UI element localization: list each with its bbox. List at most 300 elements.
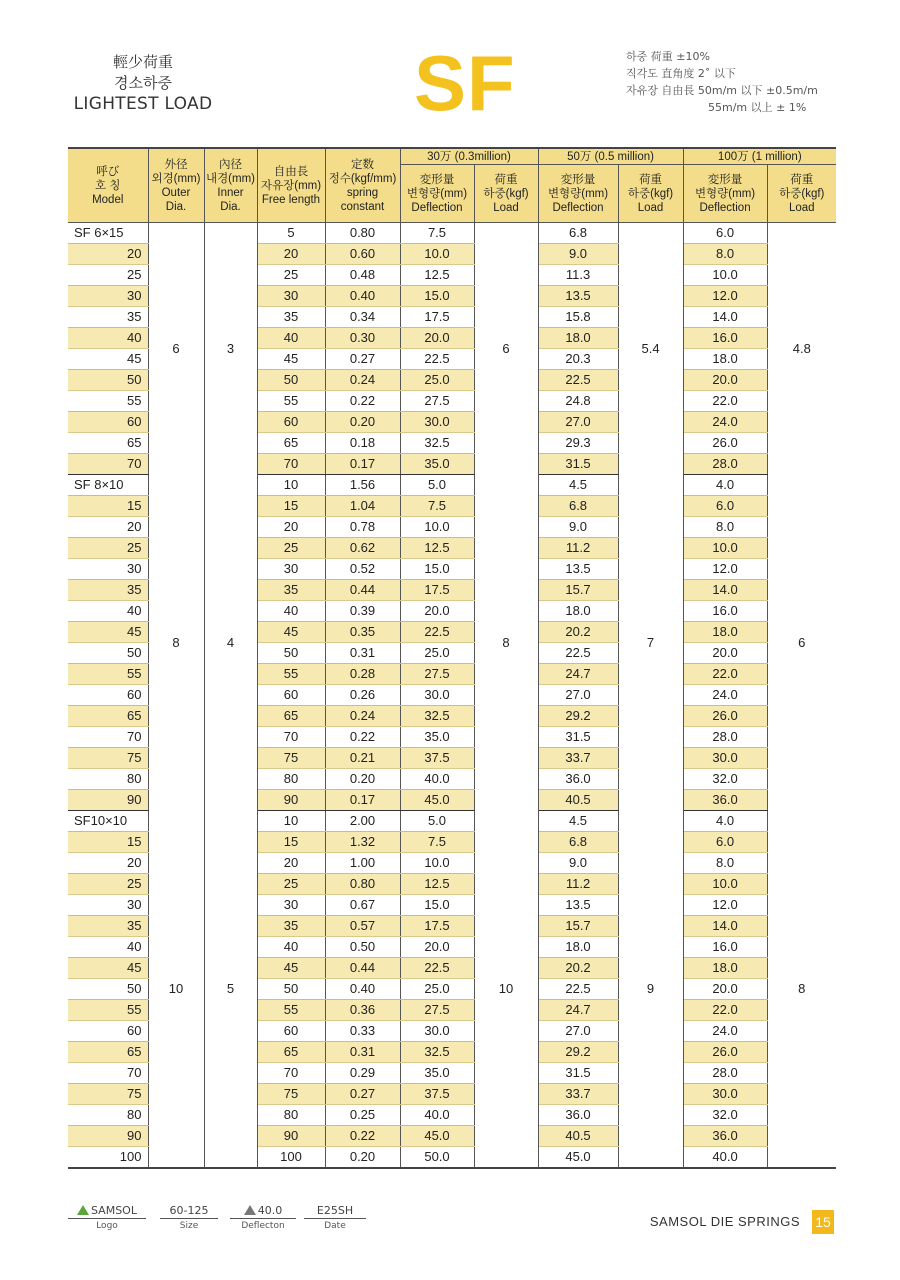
deflection-0-3m-cell: 17.5 (400, 916, 474, 937)
free-length-cell: 30 (257, 895, 325, 916)
deflection-0-5m-cell: 27.0 (538, 685, 618, 706)
inner-dia-cell: 5 (204, 811, 257, 1169)
spring-constant-cell: 2.00 (325, 811, 400, 832)
deflection-1m-cell: 10.0 (683, 265, 767, 286)
free-length-cell: 40 (257, 937, 325, 958)
footer-size-value: 60-125 (160, 1203, 218, 1219)
deflection-1m-cell: 32.0 (683, 1105, 767, 1126)
free-length-cell: 50 (257, 643, 325, 664)
free-length-cell: 70 (257, 454, 325, 475)
header-outer-dia: 外径 외경(mm) Outer Dia. (148, 148, 204, 223)
tolerance-load: 하중 荷重 ±10% (626, 50, 710, 63)
spec-table-body (68, 223, 836, 1169)
footer-logo-box (68, 1203, 146, 1233)
model-cell: 15 (68, 832, 148, 853)
free-length-cell: 65 (257, 433, 325, 454)
free-length-cell: 20 (257, 517, 325, 538)
spring-constant-cell: 0.40 (325, 979, 400, 1000)
deflection-0-3m-cell: 30.0 (400, 412, 474, 433)
model-cell: 45 (68, 622, 148, 643)
deflection-0-5m-cell: 6.8 (538, 496, 618, 517)
deflection-0-5m-cell: 29.2 (538, 706, 618, 727)
deflection-0-3m-cell: 40.0 (400, 1105, 474, 1126)
spring-constant-cell: 0.40 (325, 286, 400, 307)
deflection-0-5m-cell: 45.0 (538, 1147, 618, 1169)
deflection-0-5m-cell: 13.5 (538, 559, 618, 580)
deflection-0-5m-cell: 40.5 (538, 1126, 618, 1147)
deflection-0-3m-cell: 22.5 (400, 958, 474, 979)
free-length-cell: 10 (257, 475, 325, 496)
free-length-cell: 25 (257, 538, 325, 559)
model-cell: 50 (68, 370, 148, 391)
deflection-1m-cell: 28.0 (683, 727, 767, 748)
free-length-cell: 70 (257, 727, 325, 748)
deflection-1m-cell: 22.0 (683, 1000, 767, 1021)
spring-constant-cell: 0.22 (325, 391, 400, 412)
free-length-cell: 10 (257, 811, 325, 832)
deflection-0-3m-cell: 7.5 (400, 223, 474, 244)
deflection-0-3m-cell: 25.0 (400, 979, 474, 1000)
deflection-1m-cell: 32.0 (683, 769, 767, 790)
deflection-0-5m-cell: 15.8 (538, 307, 618, 328)
deflection-0-5m-cell: 31.5 (538, 727, 618, 748)
spring-spec-table (68, 147, 836, 1169)
deflection-1m-cell: 16.0 (683, 328, 767, 349)
footer-deflection-caption: Deflecton (241, 1221, 285, 1231)
deflection-0-3m-cell: 5.0 (400, 475, 474, 496)
deflection-1m-cell: 12.0 (683, 286, 767, 307)
deflection-0-3m-cell: 32.5 (400, 706, 474, 727)
footer-deflection-value: 40.0 (257, 1204, 283, 1217)
model-cell: 55 (68, 1000, 148, 1021)
deflection-0-5m-cell: 24.7 (538, 664, 618, 685)
model-cell: 15 (68, 496, 148, 517)
deflection-1m-cell: 6.0 (683, 223, 767, 244)
load-0-3m-cell: 6 (474, 223, 538, 475)
deflection-1m-cell: 6.0 (683, 496, 767, 517)
model-cell: 25 (68, 874, 148, 895)
deflection-0-5m-cell: 36.0 (538, 769, 618, 790)
deflection-0-3m-cell: 37.5 (400, 1084, 474, 1105)
spring-constant-cell: 0.35 (325, 622, 400, 643)
deflection-1m-cell: 26.0 (683, 706, 767, 727)
deflection-0-5m-cell: 15.7 (538, 916, 618, 937)
free-length-cell: 20 (257, 853, 325, 874)
spring-constant-cell: 0.20 (325, 412, 400, 433)
spring-constant-cell: 0.60 (325, 244, 400, 265)
deflection-0-3m-cell: 32.5 (400, 1042, 474, 1063)
deflection-1m-cell: 28.0 (683, 454, 767, 475)
free-length-cell: 55 (257, 1000, 325, 1021)
spring-constant-cell: 0.17 (325, 790, 400, 811)
header-deflection: 変形量 변형량(mm) Deflection (400, 165, 474, 223)
deflection-0-5m-cell: 4.5 (538, 811, 618, 832)
warning-triangle-icon (244, 1205, 256, 1215)
spring-constant-cell: 0.24 (325, 370, 400, 391)
deflection-1m-cell: 6.0 (683, 832, 767, 853)
deflection-0-5m-cell: 29.3 (538, 433, 618, 454)
deflection-0-3m-cell: 20.0 (400, 328, 474, 349)
deflection-0-5m-cell: 13.5 (538, 895, 618, 916)
free-length-cell: 20 (257, 244, 325, 265)
deflection-1m-cell: 24.0 (683, 412, 767, 433)
spring-constant-cell: 0.57 (325, 916, 400, 937)
free-length-cell: 45 (257, 958, 325, 979)
footer-date-caption: Date (324, 1221, 346, 1231)
model-cell: 65 (68, 706, 148, 727)
spring-constant-cell: 0.34 (325, 307, 400, 328)
inner-dia-cell: 3 (204, 223, 257, 475)
deflection-0-5m-cell: 20.3 (538, 349, 618, 370)
deflection-0-3m-cell: 15.0 (400, 286, 474, 307)
free-length-cell: 60 (257, 1021, 325, 1042)
deflection-0-3m-cell: 50.0 (400, 1147, 474, 1169)
load-0-5m-cell: 9 (618, 811, 683, 1169)
deflection-0-3m-cell: 12.5 (400, 874, 474, 895)
spring-constant-cell: 1.32 (325, 832, 400, 853)
deflection-0-3m-cell: 45.0 (400, 1126, 474, 1147)
free-length-cell: 50 (257, 979, 325, 1000)
deflection-0-3m-cell: 17.5 (400, 307, 474, 328)
deflection-0-3m-cell: 35.0 (400, 727, 474, 748)
header-deflection: 変形量 변형량(mm) Deflection (683, 165, 767, 223)
header-spring-constant: 定数 정수(kgf/mm) spring constant (325, 148, 400, 223)
free-length-cell: 55 (257, 391, 325, 412)
model-cell: 20 (68, 244, 148, 265)
spring-constant-cell: 1.04 (325, 496, 400, 517)
free-length-cell: 60 (257, 412, 325, 433)
spring-constant-cell: 0.27 (325, 1084, 400, 1105)
model-cell: 50 (68, 979, 148, 1000)
load-0-3m-cell: 8 (474, 475, 538, 811)
spring-constant-cell: 1.56 (325, 475, 400, 496)
model-cell: 90 (68, 1126, 148, 1147)
spring-constant-cell: 0.50 (325, 937, 400, 958)
free-length-cell: 30 (257, 559, 325, 580)
deflection-0-5m-cell: 22.5 (538, 370, 618, 391)
footer-size-box (160, 1203, 218, 1233)
deflection-1m-cell: 30.0 (683, 748, 767, 769)
deflection-0-5m-cell: 22.5 (538, 979, 618, 1000)
free-length-cell: 35 (257, 307, 325, 328)
deflection-0-5m-cell: 6.8 (538, 832, 618, 853)
deflection-0-3m-cell: 40.0 (400, 769, 474, 790)
deflection-0-3m-cell: 30.0 (400, 685, 474, 706)
deflection-0-3m-cell: 27.5 (400, 1000, 474, 1021)
deflection-0-3m-cell: 30.0 (400, 1021, 474, 1042)
model-cell: 30 (68, 286, 148, 307)
deflection-1m-cell: 8.0 (683, 853, 767, 874)
free-length-cell: 75 (257, 748, 325, 769)
model-cell: 30 (68, 559, 148, 580)
deflection-1m-cell: 18.0 (683, 622, 767, 643)
free-length-cell: 40 (257, 601, 325, 622)
free-length-cell: 60 (257, 685, 325, 706)
deflection-1m-cell: 40.0 (683, 1147, 767, 1169)
free-length-cell: 75 (257, 1084, 325, 1105)
deflection-0-3m-cell: 25.0 (400, 643, 474, 664)
model-cell: 55 (68, 391, 148, 412)
load-1m-cell: 8 (767, 811, 836, 1169)
spring-constant-cell: 0.44 (325, 958, 400, 979)
free-length-cell: 35 (257, 916, 325, 937)
deflection-0-5m-cell: 22.5 (538, 643, 618, 664)
tolerance-squareness: 직각도 直角度 2˚ 以下 (626, 67, 736, 80)
deflection-0-5m-cell: 18.0 (538, 601, 618, 622)
title-kr: 경소하중 (114, 74, 172, 92)
model-cell: SF 8×10 (68, 475, 148, 496)
spring-constant-cell: 0.52 (325, 559, 400, 580)
model-cell: 50 (68, 643, 148, 664)
deflection-0-3m-cell: 5.0 (400, 811, 474, 832)
deflection-1m-cell: 12.0 (683, 895, 767, 916)
footer-date-box (304, 1203, 366, 1233)
model-cell: 25 (68, 265, 148, 286)
spring-constant-cell: 0.36 (325, 1000, 400, 1021)
model-cell: 70 (68, 454, 148, 475)
deflection-0-3m-cell: 7.5 (400, 496, 474, 517)
deflection-1m-cell: 10.0 (683, 538, 767, 559)
deflection-0-5m-cell: 4.5 (538, 475, 618, 496)
spring-constant-cell: 0.67 (325, 895, 400, 916)
free-length-cell: 50 (257, 370, 325, 391)
deflection-1m-cell: 8.0 (683, 517, 767, 538)
model-cell: SF10×10 (68, 811, 148, 832)
deflection-0-3m-cell: 45.0 (400, 790, 474, 811)
deflection-0-3m-cell: 35.0 (400, 1063, 474, 1084)
deflection-0-3m-cell: 20.0 (400, 601, 474, 622)
free-length-cell: 70 (257, 1063, 325, 1084)
free-length-cell: 80 (257, 1105, 325, 1126)
deflection-0-5m-cell: 18.0 (538, 937, 618, 958)
deflection-1m-cell: 10.0 (683, 874, 767, 895)
model-cell: 35 (68, 307, 148, 328)
free-length-cell: 5 (257, 223, 325, 244)
model-cell: 65 (68, 1042, 148, 1063)
spring-constant-cell: 0.39 (325, 601, 400, 622)
deflection-0-5m-cell: 9.0 (538, 853, 618, 874)
load-1m-cell: 6 (767, 475, 836, 811)
deflection-0-5m-cell: 11.2 (538, 538, 618, 559)
deflection-1m-cell: 36.0 (683, 790, 767, 811)
tolerance-free-length-long: 55m/m 以上 ± 1% (708, 101, 807, 114)
deflection-0-5m-cell: 33.7 (538, 1084, 618, 1105)
free-length-cell: 25 (257, 874, 325, 895)
deflection-0-3m-cell: 35.0 (400, 454, 474, 475)
model-cell: 80 (68, 769, 148, 790)
deflection-0-3m-cell: 25.0 (400, 370, 474, 391)
model-cell: 25 (68, 538, 148, 559)
free-length-cell: 40 (257, 328, 325, 349)
spring-constant-cell: 0.25 (325, 1105, 400, 1126)
model-cell: 60 (68, 1021, 148, 1042)
deflection-0-3m-cell: 32.5 (400, 433, 474, 454)
deflection-0-3m-cell: 10.0 (400, 853, 474, 874)
deflection-0-3m-cell: 22.5 (400, 622, 474, 643)
deflection-0-5m-cell: 24.7 (538, 1000, 618, 1021)
header-free-length: 自由長 자유장(mm) Free length (257, 148, 325, 223)
spring-constant-cell: 0.17 (325, 454, 400, 475)
deflection-0-3m-cell: 20.0 (400, 937, 474, 958)
load-0-3m-cell: 10 (474, 811, 538, 1169)
spring-constant-cell: 1.00 (325, 853, 400, 874)
footer-size-caption: Size (179, 1221, 199, 1231)
deflection-0-3m-cell: 12.5 (400, 538, 474, 559)
model-cell: 40 (68, 937, 148, 958)
deflection-0-5m-cell: 33.7 (538, 748, 618, 769)
deflection-0-5m-cell: 9.0 (538, 244, 618, 265)
deflection-1m-cell: 24.0 (683, 1021, 767, 1042)
model-cell: 40 (68, 601, 148, 622)
free-length-cell: 65 (257, 706, 325, 727)
free-length-cell: 55 (257, 664, 325, 685)
deflection-1m-cell: 14.0 (683, 580, 767, 601)
outer-dia-cell: 10 (148, 811, 204, 1169)
table-row (68, 223, 836, 244)
table-row (68, 475, 836, 496)
brand-name: SAMSOL DIE SPRINGS (649, 1214, 800, 1229)
free-length-cell: 90 (257, 1126, 325, 1147)
deflection-0-5m-cell: 31.5 (538, 1063, 618, 1084)
deflection-0-5m-cell: 9.0 (538, 517, 618, 538)
tolerance-free-length-short: 자유장 自由長 50m/m 以下 ±0.5m/m (626, 84, 818, 97)
deflection-1m-cell: 12.0 (683, 559, 767, 580)
deflection-0-3m-cell: 12.5 (400, 265, 474, 286)
deflection-1m-cell: 26.0 (683, 1042, 767, 1063)
header-load: 荷重 하중(kgf) Load (618, 165, 683, 223)
header-group-0-5m: 50万 (0.5 million) (538, 148, 683, 165)
model-cell: 55 (68, 664, 148, 685)
deflection-0-5m-cell: 29.2 (538, 1042, 618, 1063)
deflection-0-3m-cell: 27.5 (400, 664, 474, 685)
free-length-cell: 90 (257, 790, 325, 811)
free-length-cell: 15 (257, 496, 325, 517)
spring-constant-cell: 0.30 (325, 328, 400, 349)
deflection-0-5m-cell: 11.2 (538, 874, 618, 895)
spring-constant-cell: 0.62 (325, 538, 400, 559)
model-cell: 100 (68, 1147, 148, 1169)
deflection-0-5m-cell: 20.2 (538, 622, 618, 643)
deflection-0-5m-cell: 27.0 (538, 412, 618, 433)
deflection-1m-cell: 20.0 (683, 979, 767, 1000)
load-1m-cell: 4.8 (767, 223, 836, 475)
model-cell: 75 (68, 1084, 148, 1105)
spring-constant-cell: 0.31 (325, 1042, 400, 1063)
deflection-1m-cell: 4.0 (683, 475, 767, 496)
footer-logo-text: SAMSOL (91, 1204, 137, 1217)
model-cell: 45 (68, 349, 148, 370)
spring-constant-cell: 0.33 (325, 1021, 400, 1042)
header-load: 荷重 하중(kgf) Load (767, 165, 836, 223)
load-0-5m-cell: 5.4 (618, 223, 683, 475)
free-length-cell: 35 (257, 580, 325, 601)
model-cell: 65 (68, 433, 148, 454)
deflection-0-3m-cell: 7.5 (400, 832, 474, 853)
deflection-0-5m-cell: 11.3 (538, 265, 618, 286)
model-cell: SF 6×15 (68, 223, 148, 244)
spring-constant-cell: 0.20 (325, 1147, 400, 1169)
model-cell: 60 (68, 685, 148, 706)
free-length-cell: 80 (257, 769, 325, 790)
series-code: SF (414, 39, 516, 127)
header-model: 呼び 호 칭 Model (68, 148, 148, 223)
deflection-1m-cell: 18.0 (683, 349, 767, 370)
deflection-0-3m-cell: 37.5 (400, 748, 474, 769)
spring-constant-cell: 0.80 (325, 223, 400, 244)
model-cell: 90 (68, 790, 148, 811)
model-cell: 35 (68, 580, 148, 601)
deflection-1m-cell: 24.0 (683, 685, 767, 706)
deflection-0-5m-cell: 27.0 (538, 1021, 618, 1042)
spring-constant-cell: 0.78 (325, 517, 400, 538)
deflection-0-5m-cell: 20.2 (538, 958, 618, 979)
deflection-0-3m-cell: 17.5 (400, 580, 474, 601)
deflection-1m-cell: 14.0 (683, 916, 767, 937)
load-0-5m-cell: 7 (618, 475, 683, 811)
deflection-1m-cell: 22.0 (683, 391, 767, 412)
deflection-1m-cell: 20.0 (683, 370, 767, 391)
deflection-1m-cell: 16.0 (683, 937, 767, 958)
deflection-1m-cell: 16.0 (683, 601, 767, 622)
spring-constant-cell: 0.31 (325, 643, 400, 664)
model-cell: 70 (68, 727, 148, 748)
spring-constant-cell: 0.44 (325, 580, 400, 601)
spring-constant-cell: 0.29 (325, 1063, 400, 1084)
page-heading (68, 52, 218, 115)
deflection-0-5m-cell: 18.0 (538, 328, 618, 349)
footer-logo-caption: Logo (96, 1221, 118, 1231)
deflection-0-3m-cell: 27.5 (400, 391, 474, 412)
deflection-1m-cell: 36.0 (683, 1126, 767, 1147)
deflection-0-5m-cell: 36.0 (538, 1105, 618, 1126)
model-cell: 70 (68, 1063, 148, 1084)
spring-constant-cell: 0.20 (325, 769, 400, 790)
deflection-1m-cell: 20.0 (683, 643, 767, 664)
free-length-cell: 25 (257, 265, 325, 286)
footer-deflection-box (230, 1203, 296, 1233)
deflection-1m-cell: 18.0 (683, 958, 767, 979)
deflection-1m-cell: 8.0 (683, 244, 767, 265)
deflection-0-5m-cell: 40.5 (538, 790, 618, 811)
title-en: LIGHTEST LOAD (73, 94, 213, 114)
spring-constant-cell: 0.26 (325, 685, 400, 706)
header-group-1m: 100万 (1 million) (683, 148, 836, 165)
spring-constant-cell: 0.22 (325, 1126, 400, 1147)
deflection-0-3m-cell: 15.0 (400, 895, 474, 916)
deflection-1m-cell: 28.0 (683, 1063, 767, 1084)
header-deflection: 変形量 변형량(mm) Deflection (538, 165, 618, 223)
tolerance-notes (626, 48, 818, 116)
inner-dia-cell: 4 (204, 475, 257, 811)
deflection-1m-cell: 30.0 (683, 1084, 767, 1105)
deflection-0-5m-cell: 13.5 (538, 286, 618, 307)
model-cell: 45 (68, 958, 148, 979)
spring-constant-cell: 0.24 (325, 706, 400, 727)
free-length-cell: 45 (257, 622, 325, 643)
model-cell: 30 (68, 895, 148, 916)
deflection-0-5m-cell: 31.5 (538, 454, 618, 475)
deflection-0-3m-cell: 22.5 (400, 349, 474, 370)
footer-date-value: E25SH (304, 1203, 366, 1219)
free-length-cell: 15 (257, 832, 325, 853)
free-length-cell: 45 (257, 349, 325, 370)
free-length-cell: 100 (257, 1147, 325, 1169)
model-cell: 75 (68, 748, 148, 769)
deflection-0-5m-cell: 6.8 (538, 223, 618, 244)
spring-constant-cell: 0.18 (325, 433, 400, 454)
green-triangle-icon (77, 1205, 89, 1215)
deflection-1m-cell: 14.0 (683, 307, 767, 328)
